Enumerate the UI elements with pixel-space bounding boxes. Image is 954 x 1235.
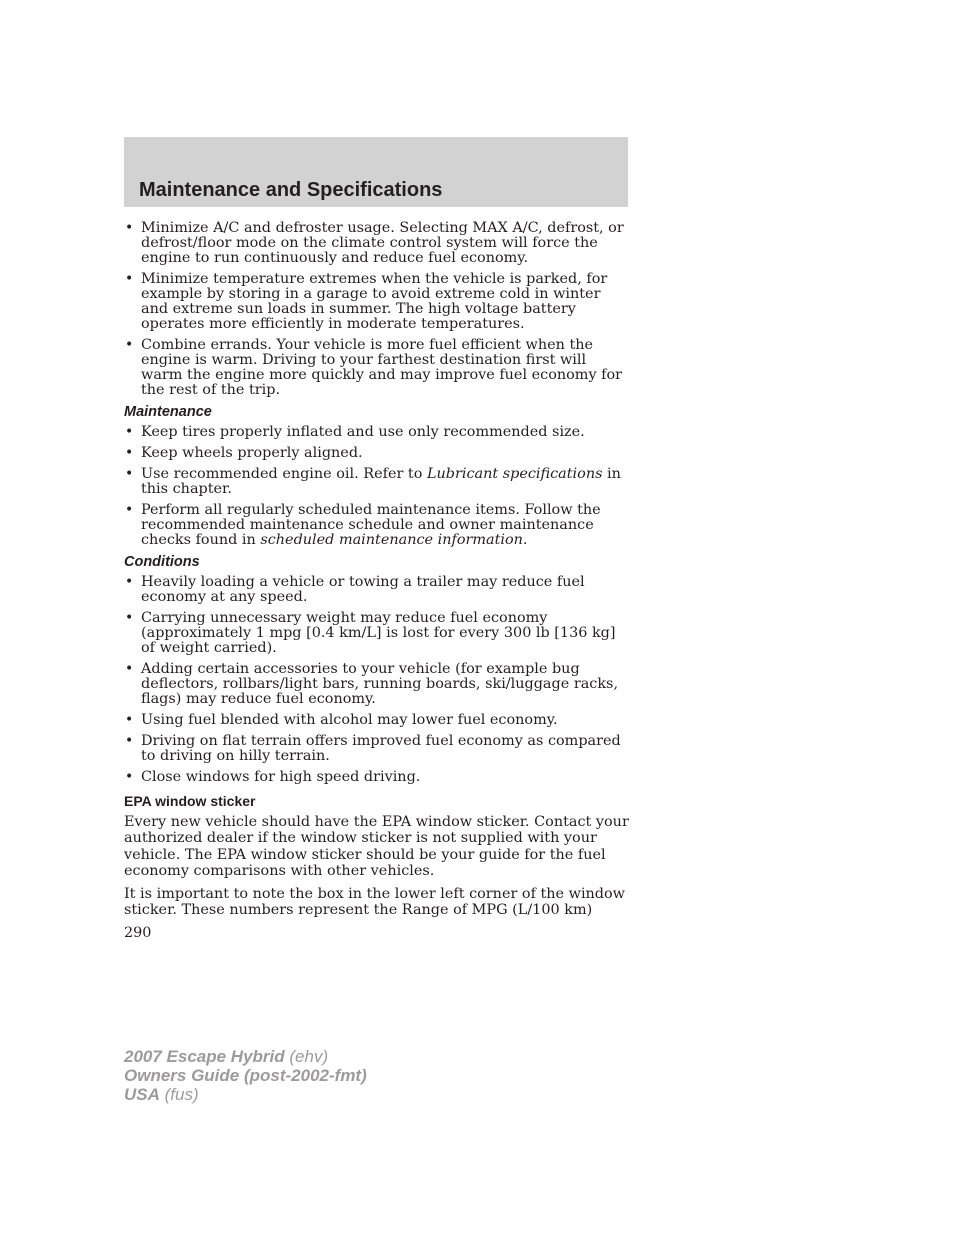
bullet-icon: • bbox=[125, 502, 134, 518]
bullet-icon: • bbox=[125, 445, 134, 461]
bullet-icon: • bbox=[125, 337, 134, 353]
bullet-icon: • bbox=[125, 661, 134, 677]
bullet-icon: • bbox=[125, 610, 134, 626]
scheduled-maintenance-reference: scheduled maintenance information bbox=[260, 532, 523, 548]
bullet-icon: • bbox=[125, 424, 134, 440]
list-item: • Use recommended engine oil. Refer to Lubricant specifications in this chapter. bbox=[125, 466, 621, 497]
bullet-icon: • bbox=[125, 712, 134, 728]
main-content bbox=[124, 221, 630, 926]
list-item: • Minimize A/C and defroster usage. Selecting MAX A/C, defrost, or defrost/floor mode on the climate control system will force the engine to run continuously and reduce fuel economy. bbox=[125, 220, 624, 266]
list-item: • Perform all regularly scheduled maintenance items. Follow the recommended maintenance schedule and owner maintenance checks found in scheduled maintenance information. bbox=[125, 502, 601, 548]
list-item: • Adding certain accessories to your vehicle (for example bug deflectors, rollbars/light bars, running boards, ski/luggage racks, flags) may reduce fuel economy. bbox=[125, 661, 619, 707]
conditions-heading: Conditions bbox=[124, 554, 200, 570]
list-item: • Keep wheels properly aligned. bbox=[125, 445, 363, 461]
page-number: 290 bbox=[124, 925, 152, 941]
footer-line-vehicle: 2007 Escape Hybrid (ehv) bbox=[124, 1047, 329, 1066]
epa-window-sticker-heading: EPA window sticker bbox=[124, 793, 256, 809]
epa-paragraph-1: Every new vehicle should have the EPA window sticker. Contact your authorized dealer if the window sticker is not supplied with your vehicle. The EPA window sticker should be your guide for the fuel economy comparisons with other vehicles. bbox=[124, 814, 629, 879]
list-item: • Combine errands. Your vehicle is more fuel efficient when the engine is warm. Driving to your farthest destination first will warm the engine more quickly and may improve fuel economy for the rest of the trip. bbox=[125, 337, 623, 398]
list-item: • Driving on flat terrain offers improved fuel economy as compared to driving on hilly terrain. bbox=[125, 733, 621, 764]
list-item: • Keep tires properly inflated and use only recommended size. bbox=[125, 424, 585, 440]
footer-line-guide: Owners Guide (post-2002-fmt) bbox=[124, 1066, 367, 1085]
conditions-bullet-list bbox=[124, 575, 630, 785]
bullet-icon: • bbox=[125, 733, 134, 749]
header-band bbox=[124, 137, 628, 207]
bullet-icon: • bbox=[125, 466, 134, 482]
document-footer bbox=[124, 1047, 367, 1104]
list-item: • Carrying unnecessary weight may reduce fuel economy (approximately 1 mpg [0.4 km/L] is lost for every 300 lb [136 kg] of weight carried). bbox=[125, 610, 616, 656]
list-item: • Minimize temperature extremes when the vehicle is parked, for example by storing in a garage to avoid extreme cold in winter and extreme sun loads in summer. The high voltage battery operates more efficiently in moderate temperatures. bbox=[125, 271, 608, 332]
epa-paragraph-2: It is important to note the box in the lower left corner of the window sticker. These numbers represent the Range of MPG (L/100 km) bbox=[124, 886, 626, 919]
bullet-icon: • bbox=[125, 769, 134, 785]
list-item: • Heavily loading a vehicle or towing a trailer may reduce fuel economy at any speed. bbox=[125, 574, 585, 605]
bullet-icon: • bbox=[125, 220, 134, 236]
maintenance-bullet-list bbox=[124, 425, 630, 548]
list-item: • Using fuel blended with alcohol may lower fuel economy. bbox=[125, 712, 558, 728]
list-item: • Close windows for high speed driving. bbox=[125, 769, 421, 785]
maintenance-heading: Maintenance bbox=[124, 404, 212, 420]
page-title: Maintenance and Specifications bbox=[139, 179, 443, 201]
footer-line-market: USA (fus) bbox=[124, 1085, 199, 1104]
intro-bullet-list bbox=[124, 221, 630, 398]
bullet-icon: • bbox=[125, 271, 134, 287]
lubricant-specifications-reference: Lubricant specifications bbox=[426, 466, 603, 482]
bullet-icon: • bbox=[125, 574, 134, 590]
